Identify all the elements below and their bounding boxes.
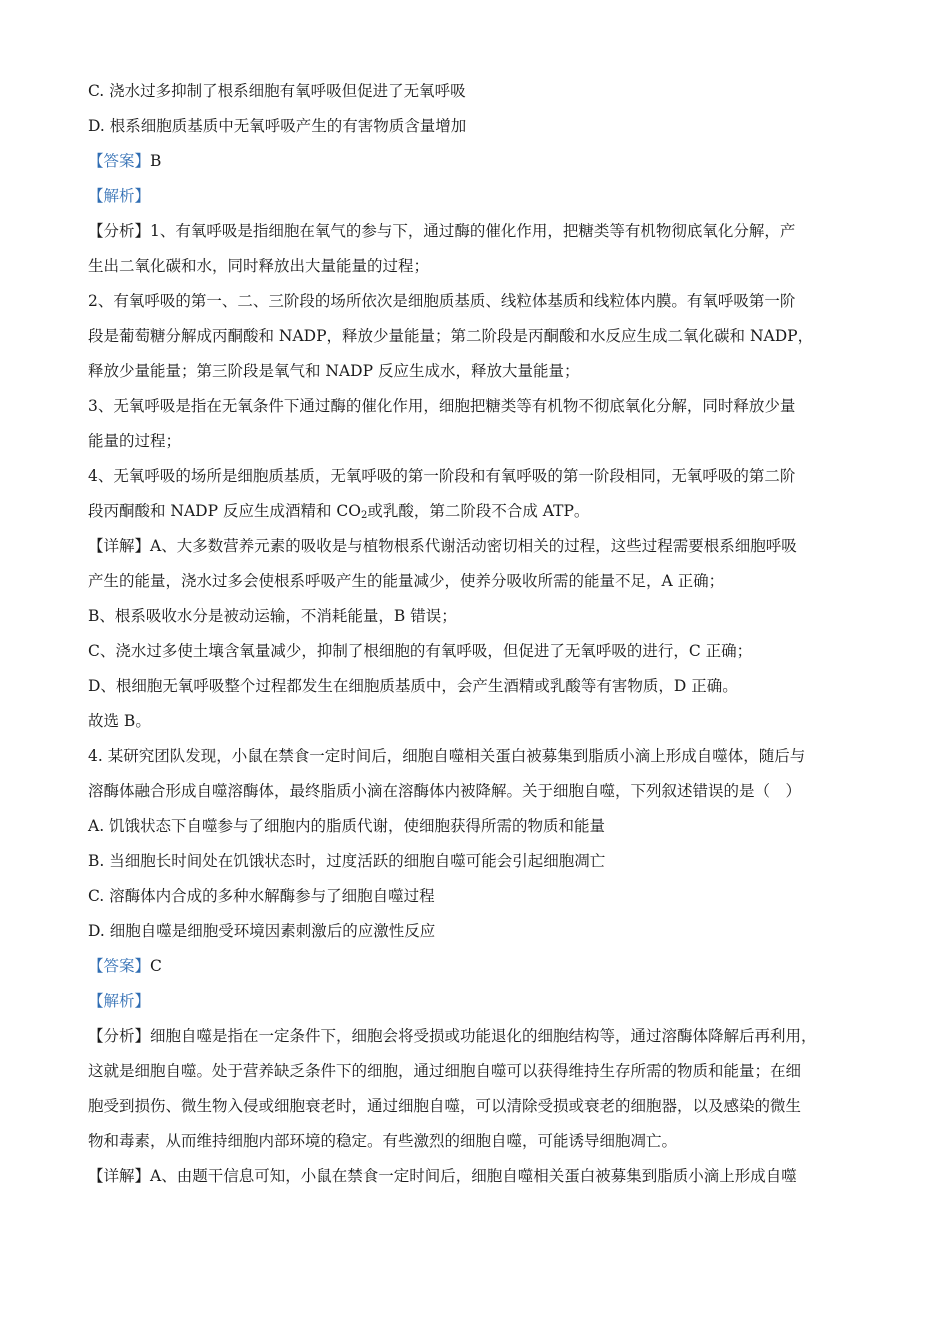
q3-analysis-tag: 【解析】 [88, 187, 151, 205]
q4-answer-tag: 【答案】 [88, 957, 151, 975]
q4-option-b: B. 当细胞长时间处在饥饿状态时，过度活跃的细胞自噬可能会引起细胞凋亡 [88, 852, 606, 870]
q4-fenxi-line-3: 胞受到损伤、微生物入侵或细胞衰老时，通过细胞自噬，可以清除受损或衰老的细胞器，以及感染的微生 [88, 1097, 802, 1115]
q4-fenxi-line-1 [88, 1019, 863, 1054]
q4-fenxi-tag: 【分析】 [88, 1027, 151, 1045]
q3-xiangjie-b: B、根系吸收水分是被动运输，不消耗能量，B 错误； [88, 607, 457, 625]
q3-fenxi-line-3: 2、有氧呼吸的第一、二、三阶段的场所依次是细胞质基质、线粒体基质和线粒体内膜。有氧呼吸第一阶 [88, 292, 796, 310]
q4-fenxi-text: 细胞自噬是指在一定条件下，细胞会将受损或功能退化的细胞结构等，通过溶酶体降解后再利用， [150, 1027, 817, 1045]
q3-fenxi-co2-sub: 2 [360, 510, 368, 521]
q3-fenxi-co2-post: 或乳酸，第二阶段不合成 ATP。 [367, 502, 590, 520]
q4-xiangjie-line-1 [88, 1159, 863, 1194]
q3-conclusion: 故选 B。 [88, 712, 151, 730]
q4-analysis-tag: 【解析】 [88, 992, 151, 1010]
q3-fenxi-line-5: 释放少量能量；第三阶段是氧气和 NADP 反应生成水，释放大量能量； [88, 362, 580, 380]
q3-xiangjie-line-1 [88, 529, 863, 564]
q3-fenxi-line-2: 生出二氧化碳和水，同时释放出大量能量的过程； [88, 257, 430, 275]
q4-fenxi-line-4: 物和毒素，从而维持细胞内部环境的稳定。有些激烈的细胞自噬，可能诱导细胞凋亡。 [88, 1132, 678, 1150]
q3-answer-tag: 【答案】 [88, 152, 151, 170]
q3-fenxi-co2-pre: 段丙酮酸和 NADP 反应生成酒精和 CO [88, 502, 361, 520]
q4-stem-line-1: 4. 某研究团队发现，小鼠在禁食一定时间后，细胞自噬相关蛋白被募集到脂质小滴上形成自噬体，随后与 [88, 747, 806, 765]
q4-fenxi-line-2: 这就是细胞自噬。处于营养缺乏条件下的细胞，通过细胞自噬可以获得维持生存所需的物质和能量；在细 [88, 1062, 802, 1080]
q3-xiangjie-tag: 【详解】 [88, 537, 151, 555]
q4-stem-line-2: 溶酶体融合形成自噬溶酶体，最终脂质小滴在溶酶体内被降解。关于细胞自噬，下列叙述错误的是（ ） [88, 782, 802, 800]
q3-fenxi-line-4: 段是葡萄糖分解成丙酮酸和 NADP，释放少量能量；第二阶段是丙酮酸和水反应生成二氧化碳和 NADP， [88, 327, 814, 345]
q4-xiangjie-text: A、由题干信息可知，小鼠在禁食一定时间后，细胞自噬相关蛋白被募集到脂质小滴上形成自噬 [150, 1167, 797, 1185]
q4-option-a: A. 饥饿状态下自噬参与了细胞内的脂质代谢，使细胞获得所需的物质和能量 [88, 817, 606, 835]
q3-answer-value: B [150, 152, 162, 170]
q3-fenxi-line-9 [88, 494, 863, 529]
q3-analysis-heading [88, 179, 863, 214]
document-page [88, 74, 863, 1194]
q3-fenxi-line-1 [88, 214, 863, 249]
q3-fenxi-line-7: 能量的过程； [88, 432, 182, 450]
q3-fenxi-line-8: 4、无氧呼吸的场所是细胞质基质，无氧呼吸的第一阶段和有氧呼吸的第一阶段相同，无氧呼吸的第二阶 [88, 467, 796, 485]
q3-option-c: C. 浇水过多抑制了根系细胞有氧呼吸但促进了无氧呼吸 [88, 82, 466, 100]
q3-xiangjie-d: D、根细胞无氧呼吸整个过程都发生在细胞质基质中，会产生酒精或乳酸等有害物质，D 正确。 [88, 677, 738, 695]
q4-answer-value: C [150, 957, 162, 975]
q3-fenxi-tag: 【分析】 [88, 222, 151, 240]
q3-xiangjie-text: A、大多数营养元素的吸收是与植物根系代谢活动密切相关的过程，这些过程需要根系细胞呼吸 [150, 537, 797, 555]
q3-fenxi-text: 1、有氧呼吸是指细胞在氧气的参与下，通过酶的催化作用，把糖类等有机物彻底氧化分解，产 [150, 222, 796, 240]
q3-answer [88, 144, 863, 179]
q4-option-c: C. 溶酶体内合成的多种水解酶参与了细胞自噬过程 [88, 887, 435, 905]
q4-analysis-heading [88, 984, 863, 1019]
q3-fenxi-line-6: 3、无氧呼吸是指在无氧条件下通过酶的催化作用，细胞把糖类等有机物不彻底氧化分解，同时释放少量 [88, 397, 796, 415]
q4-answer [88, 949, 863, 984]
q4-option-d: D. 细胞自噬是细胞受环境因素刺激后的应激性反应 [88, 922, 436, 940]
q3-option-d: D. 根系细胞质基质中无氧呼吸产生的有害物质含量增加 [88, 117, 467, 135]
q3-xiangjie-line-2: 产生的能量，浇水过多会使根系呼吸产生的能量减少，使养分吸收所需的能量不足，A 正确； [88, 572, 725, 590]
q3-xiangjie-c: C、浇水过多使土壤含氧量减少，抑制了根细胞的有氧呼吸，但促进了无氧呼吸的进行，C 正确； [88, 642, 753, 660]
q4-xiangjie-tag: 【详解】 [88, 1167, 151, 1185]
